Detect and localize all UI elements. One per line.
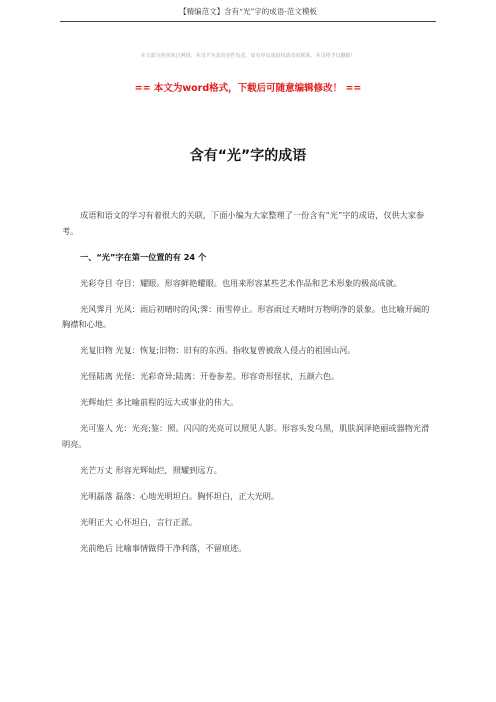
idiom-entry: 光怪陆离 光怪：光彩奇异;陆离：开卷参差。形容奇形怪状，五颜六色。 (80, 371, 340, 381)
intro-paragraph: 成语和语文的学习有着很大的关联，下面小编为大家整理了一份含有“光”字的成语，仅供大家参考。 (62, 210, 425, 236)
idiom-entry: 光明正大 心怀坦白，言行正派。 (80, 516, 198, 527)
idiom-entry: 光风霁月 光风：雨后初晴时的风;霁：雨雪停止。形容雨过天晴时万物明净的景象。也比喻开阔的胸襟和心地。 (62, 303, 430, 329)
section-heading: 一、“光”字在第一位置的有 24 个 (80, 251, 207, 262)
idiom-entry: 光辉灿烂 多比喻前程的远大或事业的伟大。 (80, 397, 239, 407)
idiom-entry: 光前绝后 比喻事情做得干净利落，不留痕迹。 (80, 542, 247, 553)
idiom-entry: 光复旧物 光复：恢复;旧物：旧有的东西。指收复曾被敌人侵占的祖国山河。 (80, 345, 356, 355)
idiom-entry: 光可鉴人 光：光亮;鉴：照。闪闪的光亮可以照见人影。形容头发乌黑，肌肤润泽艳丽或器物光滑明亮。 (62, 423, 430, 449)
idiom-entry: 光芒万丈 形容光辉灿烂，照耀到远方。 (80, 464, 222, 475)
disclaimer-text: 本文部分内容来自网络，本司不为其真实性负责，如有异议或侵权请及时联系，本司将予以删除！ (140, 53, 356, 59)
idiom-entry: 光彩夺目 夺目：耀眼。形容鲜艳耀眼。也用来形容某些艺术作品和艺术形象的极高成就。 (80, 277, 402, 288)
document-title: 含有“光”字的成语 (189, 148, 307, 164)
word-format-notice: == 本文为word格式，下载后可随意编辑修改！ == (134, 83, 362, 94)
idiom-entry: 光明磊落 磊落：心地光明坦白。胸怀坦白，正大光明。 (80, 490, 280, 501)
header-title: 【精编范文】含有“光”字的成语-范文模板 (179, 7, 317, 16)
header-divider (60, 21, 436, 22)
document-body (62, 208, 430, 567)
